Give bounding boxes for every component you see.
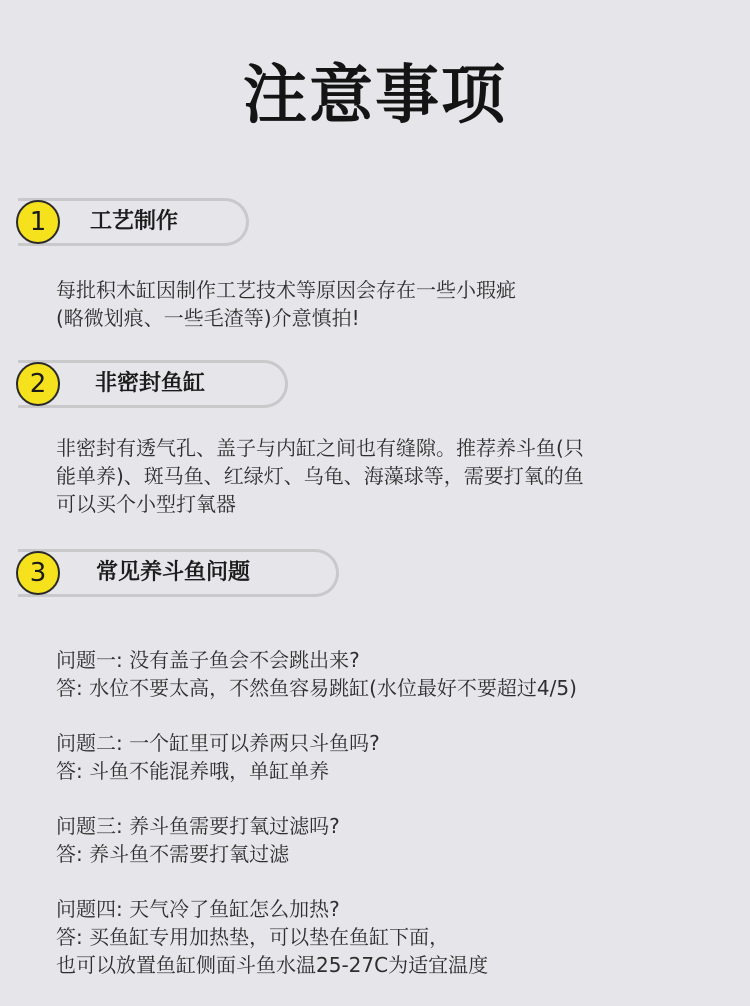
page-title: 注意事项	[243, 59, 507, 133]
section-paragraph	[56, 434, 696, 518]
paragraph-line: 能单养)、斑马鱼、红绿灯、乌龟、海藻球等，需要打氧的鱼	[56, 464, 584, 488]
faq-question: 问题二: 一个缸里可以养两只斗鱼吗?	[56, 731, 380, 755]
section-paragraph	[56, 276, 696, 332]
faq-item	[56, 895, 716, 979]
faq-item	[56, 812, 716, 868]
section-number-badge: 3	[16, 551, 60, 595]
section-heading: 非密封鱼缸	[95, 371, 206, 396]
faq-question: 问题一: 没有盖子鱼会不会跳出来?	[56, 648, 360, 672]
faq-answer: 答: 斗鱼不能混养哦，单缸单养	[56, 759, 330, 783]
paragraph-line: 每批积木缸因制作工艺技术等原因会存在一些小瑕疵	[56, 278, 516, 302]
section-number-badge: 2	[16, 362, 60, 406]
section-heading: 常见养斗鱼问题	[96, 560, 251, 585]
faq-answer: 答: 养斗鱼不需要打氧过滤	[56, 842, 290, 866]
paragraph-line: 非密封有透气孔、盖子与内缸之间也有缝隙。推荐养斗鱼(只	[56, 436, 584, 460]
faq-item	[56, 646, 716, 702]
paragraph-line: 可以买个小型打氧器	[56, 492, 236, 516]
section-number-badge: 1	[16, 200, 60, 244]
faq-answer: 答: 买鱼缸专用加热垫，可以垫在鱼缸下面，	[56, 925, 450, 949]
faq-answer: 也可以放置鱼缸侧面斗鱼水温25-27C为适宜温度	[56, 953, 489, 977]
paragraph-line: (略微划痕、一些毛渣等)介意慎拍!	[56, 306, 360, 330]
faq-question: 问题三: 养斗鱼需要打氧过滤吗?	[56, 814, 340, 838]
faq-list	[56, 646, 716, 1006]
section-heading: 工艺制作	[90, 209, 179, 234]
faq-item	[56, 729, 716, 785]
faq-question: 问题四: 天气冷了鱼缸怎么加热?	[56, 897, 340, 921]
faq-answer: 答: 水位不要太高，不然鱼容易跳缸(水位最好不要超过4/5)	[56, 676, 577, 700]
